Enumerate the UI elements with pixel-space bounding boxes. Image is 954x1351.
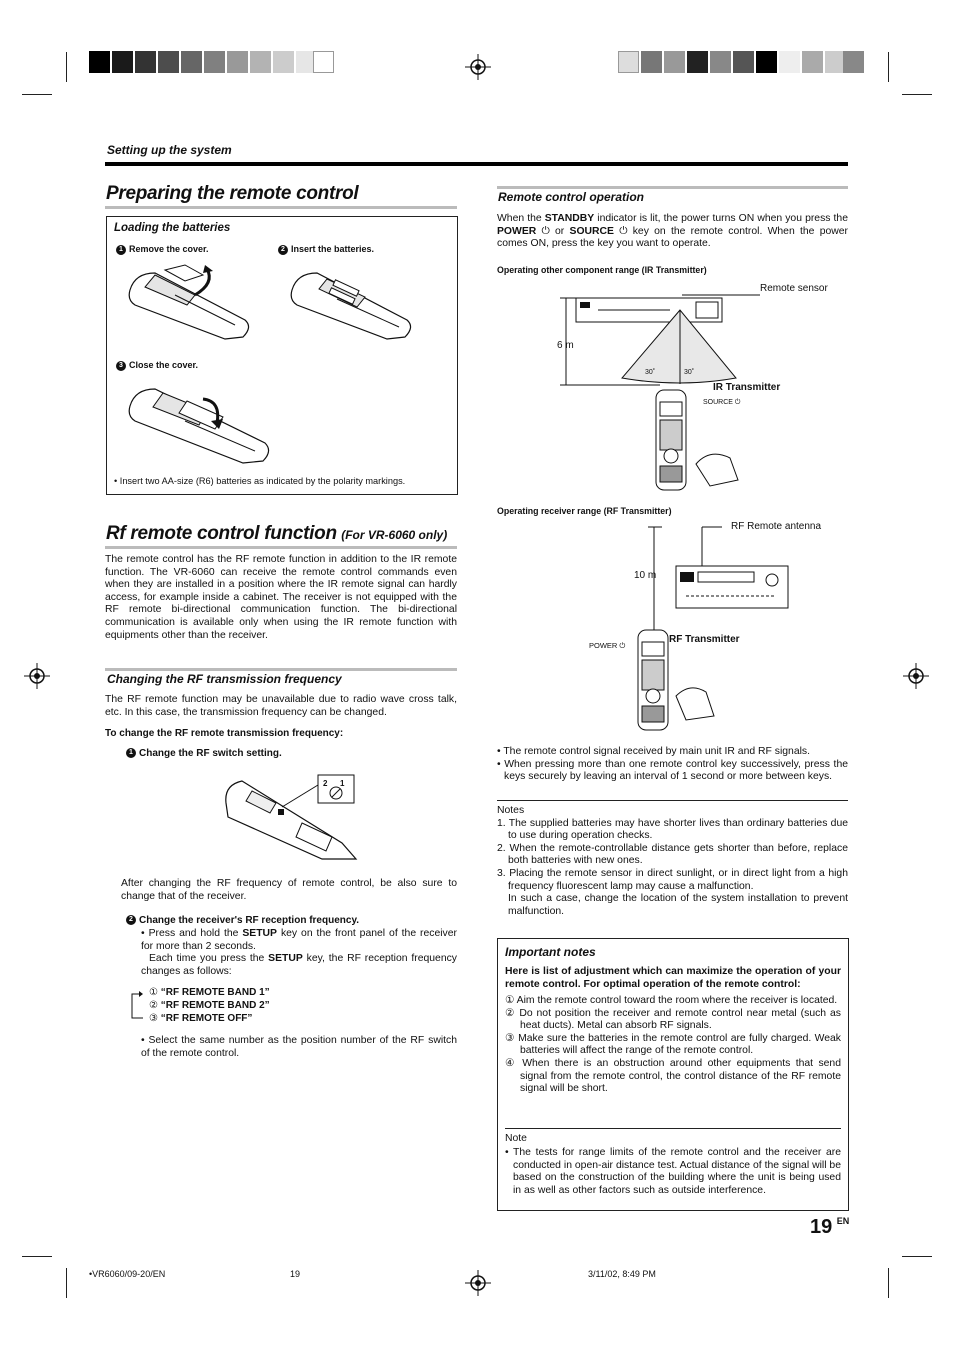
subtitle-rule [105,668,457,671]
battery-step-2: 2 Insert the batteries. [278,244,374,255]
remote-sensor-label: Remote sensor [760,283,828,294]
crop-mark [888,52,889,82]
rf-antenna-label: RF Remote antenna [731,521,822,532]
list-item: 3. Placing the remote sensor in direct sunlight, or in direct light from a high frequency fluorescent lamp may cause a malfunction. [497,867,848,892]
crop-mark [888,1268,889,1298]
list-item: • The remote control signal received by main unit IR and RF signals. [497,746,811,757]
note-rule [505,1128,841,1129]
setup-bullet: • Press and hold the SETUP key on the front panel of the receiver for more than 2 seconds. Each time you press the SETUP key, the RF reception frequency changes as follows: [141,928,457,977]
batteries-box [106,216,458,495]
distance-ir: 6 m [557,340,574,351]
ir-transmitter-label: IR Transmitter [713,382,781,393]
rf-range-title: Operating receiver range (RF Transmitter) [497,506,672,516]
switch-label-2: 2 [323,779,328,788]
page-number: 19 $^{EN}$ [810,1216,850,1238]
crop-mark [902,1256,932,1257]
list-item: • When pressing more than one remote control key successively, press the keys securely by leaving an interval of 1 second or more between keys. [497,758,848,783]
crop-mark [22,1256,52,1257]
band-item: ② “RF REMOTE BAND 2” [149,1000,270,1011]
rf-title: Rf remote control function (For VR-6060 only) [106,523,448,544]
ir-range-title: Operating other component range (IR Transmitter) [497,265,707,275]
important-notes-box [497,938,849,1211]
rf-paragraph: The remote control has the RF remote function in addition to the IR remote function. The VR-6060 can receive the remote control commands even when they are installed in a position where the IR remote signal can hardly access, for example inside a cabinet. The receiver is not equipped with the RF remote bi-directional communication function. The bi-directional communication is available only when using the IR remote function with equipments other than the receiver. [105,554,457,641]
list-item: ④ When there is an obstruction around other equipments that send signal from the remote control, the control distance of the RF remote signal will be short. [505,1057,841,1095]
operation-title: Remote control operation [498,190,645,204]
batteries-title: Loading the batteries [114,222,231,234]
list-item: In such a case, change the location of the system installation to prevent malfunction. [508,893,848,917]
rf-transmitter-label: RF Transmitter [669,634,740,645]
registration-target-icon [903,663,929,689]
angle-left: 30˚ [645,369,656,376]
operation-paragraph: When the STANDBY indicator is lit, the power turns ON when you press the POWER ⏻ or SOURCE ⏻ key on the remote control. When the power comes ON, press the key you want to operate. [497,213,849,250]
rf-range-diagram [586,520,796,735]
footer-page: 19 [290,1269,301,1279]
list-item: ③ Make sure the batteries in the remote control are fully charged. Weak batteries will affect the range of the remote control. [505,1032,841,1057]
after-paragraph: After changing the RF frequency of remote control, be also sure to change that of the receiver. [121,878,457,902]
band-list [149,986,270,1025]
important-list [505,995,841,1096]
close-cover-illustration [125,381,275,471]
registration-target-icon [24,663,50,689]
list-item: 1. The supplied batteries may have shorter lives than ordinary batteries due to use during operation checks. [497,817,848,842]
changing-paragraph: The RF remote function may be unavailable due to radio wave cross talk, etc. In this case, the transmission frequency can be changed. [105,694,457,718]
battery-step-1: 1 Remove the cover. [116,244,209,255]
to-change-heading: To change the RF remote transmission frequency: [105,728,344,739]
important-title: Important notes [505,945,596,959]
source-key-label: SOURCE ⏻ [703,399,741,406]
insert-batteries-illustration [287,265,417,345]
list-item: ① Aim the remote control toward the room where the receiver is located. [505,995,838,1006]
band-item: ③ “RF REMOTE OFF” [149,1013,253,1024]
crop-mark [902,94,932,95]
crop-mark [22,94,52,95]
cycle-arrow-icon [129,990,143,1022]
section-header: Setting up the system [107,143,232,157]
title-rule [105,206,457,209]
notes-rule [497,800,848,801]
registration-target-icon [465,54,491,80]
band-item: ① “RF REMOTE BAND 1” [149,987,270,998]
subtitle-rule [497,186,848,189]
title-rule [105,546,457,549]
important-intro: Here is list of adjustment which can maximize the operation of your remote control. For optimal operation of the remote control: [505,966,841,990]
footer-file: •VR6060/09-20/EN [89,1269,166,1279]
important-note: • The tests for range limits of the remote control and the receiver are conducted in open-air distance test. Actual distance of the signal will be based on the construction of the building where the unit is being used in as well as other factors such as outside interference. [505,1147,841,1196]
power-key-label: POWER ⏻ [589,641,626,650]
crop-mark [66,52,67,82]
rf-step-1: 1 Change the RF switch setting. [126,748,282,759]
preparing-title: Preparing the remote control [106,183,359,204]
switch-label-1: 1 [340,779,345,788]
list-item: 2. When the remote-controllable distance gets shorter than before, replace both batteries with new ones. [497,842,848,867]
batteries-note: • Insert two AA-size (R6) batteries as indicated by the polarity markings. [114,476,406,486]
note-title: Note [505,1133,527,1144]
battery-step-3: 3 Close the cover. [116,360,198,371]
select-bullet: • Select the same number as the position number of the RF switch of the remote control. [141,1035,457,1059]
header-rule [105,162,848,166]
changing-title: Changing the RF transmission frequency [107,672,342,686]
operation-bullets [497,746,848,784]
rf-step-2: 2 Change the receiver's RF reception frequency. [126,915,359,926]
angle-right: 30˚ [684,369,695,376]
registration-target-icon [465,1270,491,1296]
notes-block: Notes 1. The supplied batteries may have shorter lives than ordinary batteries due to use during operation checks. 2. When the remote-controllable distance gets shorter than before, replace both batteries with new ones. 3. Placing the remote sensor in direct sunlight, or in direct light from a high frequency fluorescent lamp may cause a malfunction. In such a case, change the location of the system installation to prevent malfunction. [497,805,848,917]
footer-date: 3/11/02, 8:49 PM [588,1269,656,1279]
list-item: ② Do not position the receiver and remote control near metal (such as heat ducts). Metal can absorb RF signals. [505,1007,841,1032]
distance-rf: 10 m [634,570,657,581]
crop-mark [66,1268,67,1298]
remove-cover-illustration [125,265,255,345]
